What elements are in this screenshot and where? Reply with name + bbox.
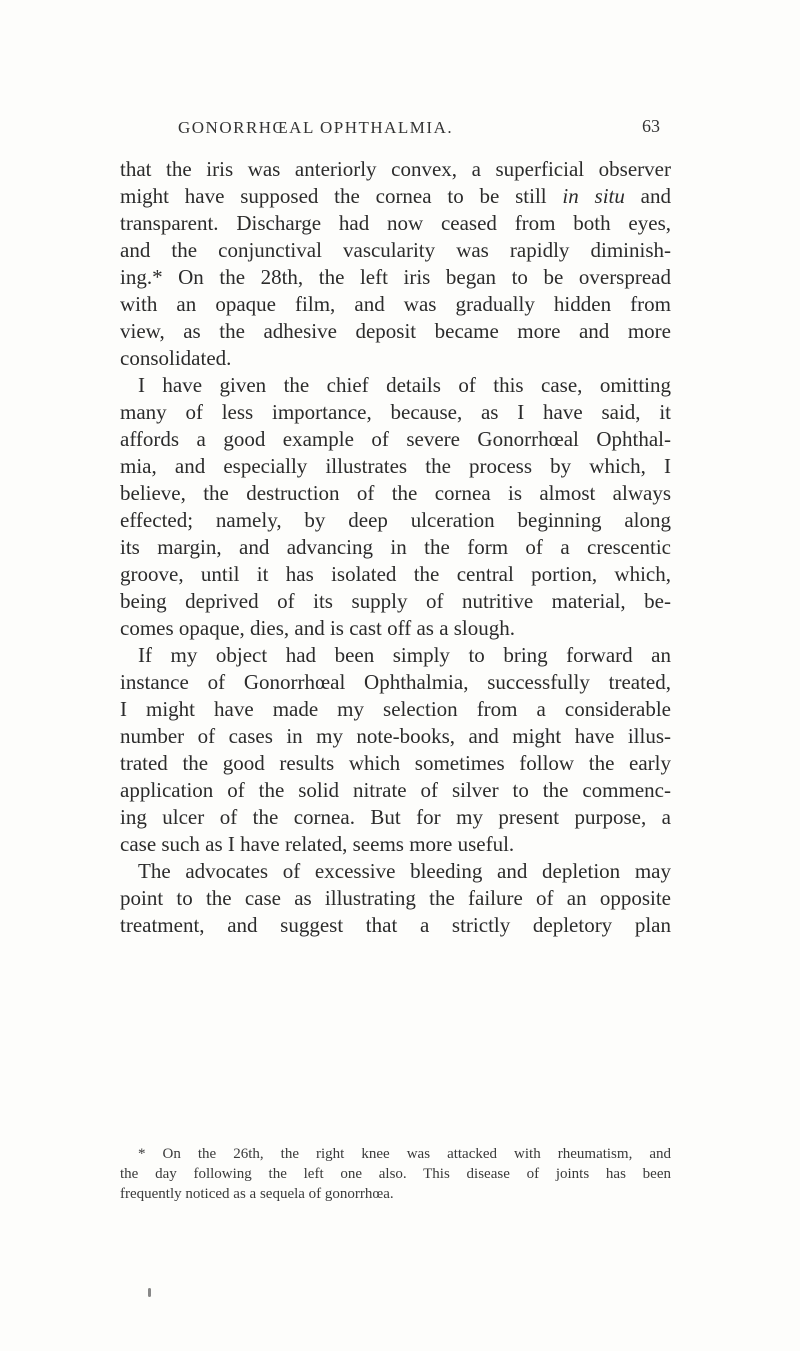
text-line: that the iris was anteriorly convex, a superficial observer bbox=[120, 157, 671, 181]
footnote-line: * On the 26th, the right knee was attacked with rheumatism, and bbox=[138, 1146, 671, 1162]
text-line: I might have made my selection from a considerable bbox=[120, 697, 671, 721]
page-number: 63 bbox=[642, 116, 660, 136]
text-line: consolidated. bbox=[120, 346, 232, 370]
text-line: might have supposed the cornea to be still in situ and bbox=[120, 184, 671, 208]
text-line: and the conjunctival vascularity was rapidly diminish- bbox=[120, 238, 671, 262]
text-line: with an opaque film, and was gradually hidden from bbox=[120, 292, 671, 316]
text-line: believe, the destruction of the cornea is almost always bbox=[120, 481, 671, 505]
text-line: I have given the chief details of this case, omitting bbox=[138, 373, 671, 397]
text-line: If my object had been simply to bring forward an bbox=[138, 643, 671, 667]
text-line: trated the good results which sometimes follow the early bbox=[120, 751, 671, 775]
text-line: application of the solid nitrate of silver to the commenc- bbox=[120, 778, 671, 802]
text-line: being deprived of its supply of nutritive material, be- bbox=[120, 589, 671, 613]
footnotes bbox=[120, 1144, 671, 1204]
text-line: The advocates of excessive bleeding and depletion may bbox=[138, 859, 671, 883]
paper-speck bbox=[148, 1288, 151, 1297]
footnote-line: frequently noticed as a sequela of gonorrhœa. bbox=[120, 1186, 394, 1202]
text-line: number of cases in my note-books, and might have illus- bbox=[120, 724, 671, 748]
text-line: comes opaque, dies, and is cast off as a slough. bbox=[120, 616, 516, 640]
text-line: groove, until it has isolated the central portion, which, bbox=[120, 562, 671, 586]
text-line: ing ulcer of the cornea. But for my present purpose, a bbox=[120, 805, 671, 829]
text-line: view, as the adhesive deposit became more and more bbox=[120, 319, 671, 343]
text-line: its margin, and advancing in the form of a crescentic bbox=[120, 535, 671, 559]
body-text bbox=[120, 156, 671, 939]
running-title: GONORRHŒAL OPHTHALMIA. bbox=[178, 118, 454, 137]
text-line: case such as I have related, seems more useful. bbox=[120, 832, 515, 856]
text-line: many of less importance, because, as I have said, it bbox=[120, 400, 671, 424]
text-line: transparent. Discharge had now ceased from both eyes, bbox=[120, 211, 671, 235]
footnote-line: the day following the left one also. This disease of joints has been bbox=[120, 1166, 671, 1182]
text-line: mia, and especially illustrates the process by which, I bbox=[120, 454, 671, 478]
text-line: instance of Gonorrhœal Ophthalmia, successfully treated, bbox=[120, 670, 671, 694]
text-line: ing.* On the 28th, the left iris began to be overspread bbox=[120, 265, 671, 289]
text-line: affords a good example of severe Gonorrhœal Ophthal- bbox=[120, 427, 671, 451]
text-line: point to the case as illustrating the failure of an opposite bbox=[120, 886, 671, 910]
text-line: treatment, and suggest that a strictly depletory plan bbox=[120, 913, 671, 937]
text-line: effected; namely, by deep ulceration beginning along bbox=[120, 508, 671, 532]
